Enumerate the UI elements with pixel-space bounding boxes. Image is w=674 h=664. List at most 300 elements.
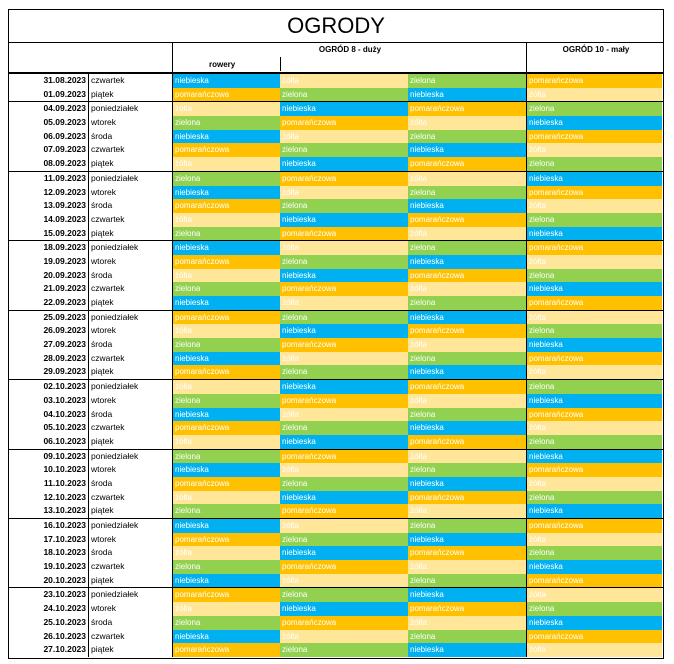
group-cell: zielona: [280, 533, 408, 547]
group-cell: pomarańczowa: [408, 546, 526, 560]
column-header: [9, 43, 663, 73]
row-date: 11.09.2023: [43, 172, 86, 183]
row-date: 03.10.2023: [43, 394, 86, 405]
group-cell: niebieska: [526, 338, 662, 352]
row-date: 21.09.2023: [43, 283, 86, 294]
group-cell: zielona: [526, 491, 662, 505]
group-cell: żółta: [408, 338, 526, 352]
group-cell: pomarańczowa: [526, 630, 662, 644]
group-cell: zielona: [280, 421, 408, 435]
table-row: [9, 310, 663, 325]
group-cell: pomarańczowa: [172, 421, 280, 435]
table-row: [9, 199, 663, 213]
group-cell: zielona: [526, 213, 662, 227]
group-cell: zielona: [280, 477, 408, 491]
table-row: [9, 616, 663, 630]
row-date: 19.09.2023: [43, 255, 86, 266]
group-cell: żółta: [172, 491, 280, 505]
group-cell: zielona: [280, 643, 408, 657]
row-date: 26.10.2023: [43, 630, 86, 641]
row-date: 05.10.2023: [43, 422, 86, 433]
header-ogrod-10: OGRÓD 10 - mały: [562, 45, 630, 54]
table-row: [9, 352, 663, 366]
row-day: środa: [88, 546, 172, 560]
row-day: poniedziałek: [88, 380, 172, 394]
group-cell: żółta: [172, 269, 280, 283]
row-day: wtorek: [88, 602, 172, 616]
row-date: 14.09.2023: [43, 213, 86, 224]
row-date: 13.09.2023: [43, 200, 86, 211]
row-day: wtorek: [88, 186, 172, 200]
group-cell: pomarańczowa: [280, 504, 408, 518]
group-cell: pomarańczowa: [172, 199, 280, 213]
group-cell: żółta: [280, 352, 408, 366]
row-date: 25.10.2023: [43, 616, 86, 627]
schedule-rows: [9, 73, 663, 657]
group-cell: żółta: [172, 435, 280, 449]
row-day: poniedziałek: [88, 311, 172, 325]
table-row: [9, 643, 663, 657]
group-cell: pomarańczowa: [280, 450, 408, 464]
group-cell: żółta: [526, 477, 662, 491]
group-cell: żółta: [408, 227, 526, 241]
group-cell: zielona: [408, 74, 526, 88]
group-cell: zielona: [408, 186, 526, 200]
table-row: [9, 518, 663, 533]
group-cell: niebieska: [408, 199, 526, 213]
table-row: [9, 365, 663, 379]
group-cell: żółta: [280, 630, 408, 644]
row-date: 20.09.2023: [43, 269, 86, 280]
table-row: [9, 630, 663, 644]
group-cell: żółta: [526, 588, 662, 602]
header-ogrod-8: OGRÓD 8 - duży: [318, 45, 382, 54]
row-date: 24.10.2023: [43, 603, 86, 614]
row-day: wtorek: [88, 394, 172, 408]
table-row: [9, 435, 663, 449]
group-cell: żółta: [280, 519, 408, 533]
row-day: piątek: [88, 88, 172, 102]
row-date: 12.09.2023: [43, 186, 86, 197]
group-cell: żółta: [172, 102, 280, 116]
group-cell: niebieska: [172, 74, 280, 88]
group-cell: pomarańczowa: [408, 491, 526, 505]
group-cell: zielona: [408, 352, 526, 366]
group-cell: pomarańczowa: [408, 435, 526, 449]
group-cell: niebieska: [280, 380, 408, 394]
group-cell: zielona: [408, 408, 526, 422]
group-cell: pomarańczowa: [526, 241, 662, 255]
table-row: [9, 379, 663, 394]
group-cell: niebieska: [280, 102, 408, 116]
group-cell: zielona: [408, 463, 526, 477]
group-cell: niebieska: [280, 435, 408, 449]
group-cell: żółta: [526, 365, 662, 379]
group-cell: pomarańczowa: [408, 380, 526, 394]
group-cell: zielona: [172, 338, 280, 352]
group-cell: niebieska: [172, 463, 280, 477]
table-row: [9, 533, 663, 547]
table-row: [9, 504, 663, 518]
row-date: 19.10.2023: [43, 561, 86, 572]
group-cell: pomarańczowa: [280, 560, 408, 574]
group-cell: zielona: [526, 324, 662, 338]
group-cell: niebieska: [172, 574, 280, 588]
group-cell: pomarańczowa: [408, 269, 526, 283]
group-cell: niebieska: [408, 143, 526, 157]
row-date: 13.10.2023: [43, 505, 86, 516]
table-row: [9, 227, 663, 241]
row-date: 25.09.2023: [43, 311, 86, 322]
group-cell: niebieska: [172, 186, 280, 200]
row-date: 12.10.2023: [43, 491, 86, 502]
group-cell: żółta: [408, 504, 526, 518]
group-cell: niebieska: [280, 491, 408, 505]
group-cell: żółta: [408, 616, 526, 630]
row-date: 27.09.2023: [43, 339, 86, 350]
group-cell: niebieska: [408, 421, 526, 435]
group-cell: niebieska: [526, 450, 662, 464]
group-cell: pomarańczowa: [172, 588, 280, 602]
group-cell: niebieska: [408, 588, 526, 602]
table-row: [9, 130, 663, 144]
group-cell: żółta: [172, 157, 280, 171]
group-cell: pomarańczowa: [172, 88, 280, 102]
row-day: czwartek: [88, 143, 172, 157]
row-day: piątek: [88, 435, 172, 449]
row-date: 04.09.2023: [43, 103, 86, 114]
group-cell: żółta: [526, 643, 662, 657]
row-day: piątek: [88, 643, 172, 657]
group-cell: pomarańczowa: [408, 602, 526, 616]
row-date: 02.10.2023: [43, 381, 86, 392]
group-cell: pomarańczowa: [526, 463, 662, 477]
schedule-sheet: [8, 9, 664, 659]
group-cell: pomarańczowa: [172, 365, 280, 379]
group-cell: żółta: [526, 255, 662, 269]
group-cell: pomarańczowa: [526, 519, 662, 533]
row-date: 04.10.2023: [43, 408, 86, 419]
row-day: środa: [88, 338, 172, 352]
table-row: [9, 269, 663, 283]
row-day: wtorek: [88, 255, 172, 269]
table-row: [9, 157, 663, 171]
row-day: wtorek: [88, 533, 172, 547]
table-row: [9, 282, 663, 296]
row-day: poniedziałek: [88, 588, 172, 602]
group-cell: żółta: [280, 241, 408, 255]
row-day: piątek: [88, 227, 172, 241]
group-cell: pomarańczowa: [280, 116, 408, 130]
row-day: poniedziałek: [88, 450, 172, 464]
group-cell: pomarańczowa: [172, 311, 280, 325]
group-cell: niebieska: [172, 296, 280, 310]
group-cell: niebieska: [280, 157, 408, 171]
group-cell: zielona: [408, 574, 526, 588]
group-cell: pomarańczowa: [408, 157, 526, 171]
group-cell: niebieska: [172, 241, 280, 255]
group-cell: niebieska: [408, 255, 526, 269]
table-row: [9, 463, 663, 477]
group-cell: żółta: [280, 463, 408, 477]
row-date: 20.10.2023: [43, 574, 86, 585]
group-cell: żółta: [526, 143, 662, 157]
group-cell: żółta: [526, 311, 662, 325]
table-row: [9, 213, 663, 227]
group-cell: żółta: [408, 450, 526, 464]
group-cell: zielona: [280, 588, 408, 602]
row-date: 29.09.2023: [43, 366, 86, 377]
row-day: poniedziałek: [88, 241, 172, 255]
group-cell: pomarańczowa: [526, 574, 662, 588]
group-cell: zielona: [172, 394, 280, 408]
sheet-title: OGRODY: [9, 10, 663, 43]
row-date: 31.08.2023: [43, 75, 86, 85]
group-cell: żółta: [526, 421, 662, 435]
group-cell: pomarańczowa: [526, 186, 662, 200]
group-cell: zielona: [526, 157, 662, 171]
group-cell: zielona: [172, 116, 280, 130]
group-cell: niebieska: [526, 172, 662, 186]
group-cell: niebieska: [526, 394, 662, 408]
group-cell: zielona: [172, 616, 280, 630]
group-cell: żółta: [280, 130, 408, 144]
group-cell: pomarańczowa: [172, 255, 280, 269]
group-cell: żółta: [172, 546, 280, 560]
group-cell: zielona: [526, 380, 662, 394]
group-cell: niebieska: [280, 213, 408, 227]
group-cell: pomarańczowa: [172, 643, 280, 657]
group-cell: pomarańczowa: [280, 227, 408, 241]
group-cell: niebieska: [408, 88, 526, 102]
row-day: czwartek: [88, 630, 172, 644]
row-date: 26.09.2023: [43, 325, 86, 336]
group-cell: zielona: [280, 88, 408, 102]
row-day: piątek: [88, 157, 172, 171]
row-date: 18.09.2023: [43, 242, 86, 253]
row-day: czwartek: [88, 213, 172, 227]
group-cell: pomarańczowa: [526, 408, 662, 422]
table-row: [9, 421, 663, 435]
group-cell: zielona: [526, 269, 662, 283]
row-day: środa: [88, 477, 172, 491]
table-row: [9, 255, 663, 269]
group-cell: zielona: [280, 311, 408, 325]
row-day: środa: [88, 616, 172, 630]
group-cell: niebieska: [408, 311, 526, 325]
group-cell: żółta: [280, 296, 408, 310]
group-cell: żółta: [280, 186, 408, 200]
group-cell: niebieska: [408, 643, 526, 657]
row-date: 07.09.2023: [43, 144, 86, 155]
group-cell: zielona: [408, 296, 526, 310]
group-cell: niebieska: [280, 602, 408, 616]
row-day: poniedziałek: [88, 519, 172, 533]
row-day: środa: [88, 199, 172, 213]
row-date: 09.10.2023: [43, 450, 86, 461]
row-day: czwartek: [88, 421, 172, 435]
group-cell: pomarańczowa: [408, 213, 526, 227]
group-cell: żółta: [280, 74, 408, 88]
group-cell: pomarańczowa: [172, 477, 280, 491]
group-cell: zielona: [408, 241, 526, 255]
group-cell: zielona: [172, 282, 280, 296]
row-date: 06.09.2023: [43, 130, 86, 141]
group-cell: zielona: [172, 227, 280, 241]
table-row: [9, 73, 663, 88]
row-day: środa: [88, 130, 172, 144]
group-cell: niebieska: [526, 116, 662, 130]
table-row: [9, 560, 663, 574]
group-cell: żółta: [408, 116, 526, 130]
group-cell: niebieska: [526, 227, 662, 241]
table-row: [9, 546, 663, 560]
group-cell: pomarańczowa: [526, 74, 662, 88]
group-cell: niebieska: [408, 533, 526, 547]
group-cell: niebieska: [408, 477, 526, 491]
group-cell: pomarańczowa: [408, 102, 526, 116]
table-row: [9, 338, 663, 352]
row-day: wtorek: [88, 463, 172, 477]
table-row: [9, 186, 663, 200]
group-cell: zielona: [280, 365, 408, 379]
row-date: 16.10.2023: [43, 520, 86, 530]
row-day: środa: [88, 269, 172, 283]
group-cell: zielona: [172, 560, 280, 574]
row-day: wtorek: [88, 324, 172, 338]
group-cell: niebieska: [526, 560, 662, 574]
group-cell: żółta: [172, 324, 280, 338]
row-date: 18.10.2023: [43, 547, 86, 558]
table-row: [9, 101, 663, 116]
row-date: 27.10.2023: [43, 644, 86, 655]
group-cell: żółta: [408, 394, 526, 408]
group-cell: zielona: [408, 519, 526, 533]
group-cell: niebieska: [280, 324, 408, 338]
table-row: [9, 408, 663, 422]
row-day: piątek: [88, 574, 172, 588]
group-cell: niebieska: [280, 269, 408, 283]
group-cell: żółta: [526, 533, 662, 547]
table-row: [9, 574, 663, 588]
row-day: czwartek: [88, 491, 172, 505]
group-cell: zielona: [172, 172, 280, 186]
row-day: piątek: [88, 296, 172, 310]
group-cell: niebieska: [526, 282, 662, 296]
row-date: 05.09.2023: [43, 117, 86, 128]
table-row: [9, 143, 663, 157]
group-cell: pomarańczowa: [172, 143, 280, 157]
group-cell: pomarańczowa: [280, 616, 408, 630]
row-date: 23.10.2023: [43, 589, 86, 600]
table-row: [9, 116, 663, 130]
group-cell: zielona: [280, 199, 408, 213]
group-cell: pomarańczowa: [526, 296, 662, 310]
table-row: [9, 324, 663, 338]
group-cell: żółta: [408, 172, 526, 186]
group-cell: zielona: [408, 630, 526, 644]
row-date: 06.10.2023: [43, 435, 86, 446]
group-cell: żółta: [172, 213, 280, 227]
group-cell: niebieska: [172, 130, 280, 144]
group-cell: żółta: [526, 88, 662, 102]
group-cell: zielona: [280, 255, 408, 269]
group-cell: żółta: [408, 560, 526, 574]
row-day: czwartek: [88, 352, 172, 366]
table-row: [9, 88, 663, 102]
row-day: piątek: [88, 504, 172, 518]
group-cell: zielona: [526, 102, 662, 116]
group-cell: niebieska: [172, 519, 280, 533]
row-day: poniedziałek: [88, 172, 172, 186]
row-date: 17.10.2023: [43, 533, 86, 544]
group-cell: zielona: [526, 435, 662, 449]
group-cell: niebieska: [526, 504, 662, 518]
table-row: [9, 602, 663, 616]
group-cell: żółta: [172, 380, 280, 394]
group-cell: żółta: [280, 408, 408, 422]
group-cell: pomarańczowa: [526, 130, 662, 144]
group-cell: pomarańczowa: [408, 324, 526, 338]
table-row: [9, 491, 663, 505]
row-date: 28.09.2023: [43, 352, 86, 363]
row-day: środa: [88, 408, 172, 422]
row-day: poniedziałek: [88, 102, 172, 116]
group-cell: żółta: [408, 282, 526, 296]
group-cell: zielona: [280, 143, 408, 157]
group-cell: niebieska: [408, 365, 526, 379]
row-date: 22.09.2023: [43, 297, 86, 307]
group-cell: pomarańczowa: [526, 352, 662, 366]
group-cell: żółta: [172, 602, 280, 616]
row-date: 01.09.2023: [43, 88, 86, 99]
table-row: [9, 240, 663, 255]
row-date: 10.10.2023: [43, 464, 86, 475]
group-cell: zielona: [408, 130, 526, 144]
table-row: [9, 296, 663, 310]
divider: [280, 57, 281, 71]
group-cell: pomarańczowa: [280, 172, 408, 186]
table-row: [9, 394, 663, 408]
row-date: 11.10.2023: [43, 477, 86, 488]
row-date: 08.09.2023: [43, 158, 86, 169]
table-row: [9, 171, 663, 186]
group-cell: niebieska: [172, 630, 280, 644]
group-cell: niebieska: [280, 546, 408, 560]
group-cell: zielona: [526, 602, 662, 616]
group-cell: niebieska: [526, 616, 662, 630]
group-cell: zielona: [526, 546, 662, 560]
group-cell: niebieska: [172, 408, 280, 422]
group-cell: żółta: [526, 199, 662, 213]
table-row: [9, 587, 663, 602]
group-cell: niebieska: [172, 352, 280, 366]
row-day: czwartek: [88, 560, 172, 574]
row-day: czwartek: [88, 282, 172, 296]
row-day: czwartek: [88, 74, 172, 88]
header-rowery: rowery: [209, 60, 236, 69]
row-day: wtorek: [88, 116, 172, 130]
group-cell: pomarańczowa: [280, 394, 408, 408]
group-cell: pomarańczowa: [280, 338, 408, 352]
group-cell: zielona: [172, 450, 280, 464]
group-cell: pomarańczowa: [280, 282, 408, 296]
group-cell: pomarańczowa: [172, 533, 280, 547]
group-cell: żółta: [280, 574, 408, 588]
table-row: [9, 477, 663, 491]
row-date: 15.09.2023: [43, 227, 86, 238]
table-row: [9, 449, 663, 464]
